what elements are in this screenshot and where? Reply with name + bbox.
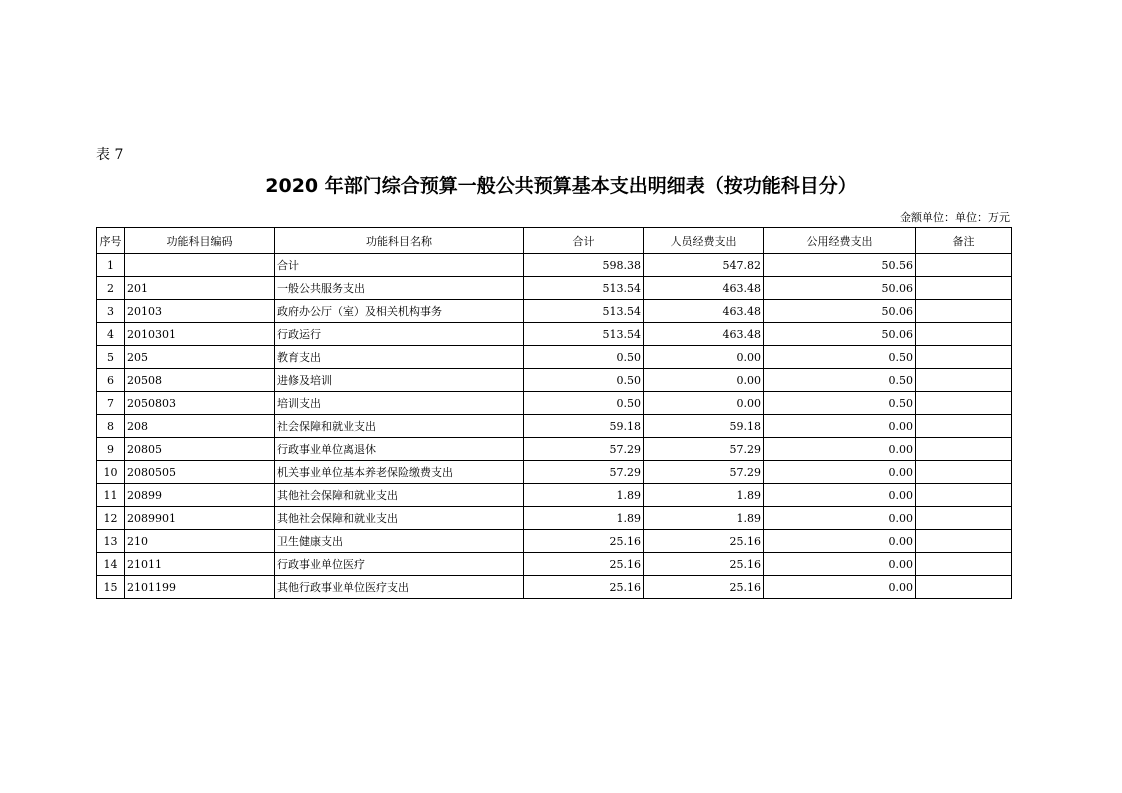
- cell-name: 卫生健康支出: [275, 530, 524, 553]
- cell-total: 1.89: [524, 507, 644, 530]
- cell-remark: [916, 484, 1012, 507]
- cell-code: 20508: [125, 369, 275, 392]
- cell-total: 57.29: [524, 438, 644, 461]
- cell-seq: 15: [97, 576, 125, 599]
- cell-total: 0.50: [524, 369, 644, 392]
- cell-public: 0.50: [764, 392, 916, 415]
- cell-public: 50.06: [764, 323, 916, 346]
- document-title: 2020 年部门综合预算一般公共预算基本支出明细表（按功能科目分）: [265, 175, 857, 197]
- cell-name: 行政运行: [275, 323, 524, 346]
- header-name: 功能科目名称: [275, 228, 524, 254]
- cell-personnel: 547.82: [644, 254, 764, 277]
- cell-name: 政府办公厅（室）及相关机构事务: [275, 300, 524, 323]
- cell-seq: 5: [97, 346, 125, 369]
- table-row: [97, 346, 1012, 369]
- table-row: [97, 392, 1012, 415]
- cell-personnel: 25.16: [644, 553, 764, 576]
- cell-code: 20103: [125, 300, 275, 323]
- cell-public: 0.50: [764, 346, 916, 369]
- cell-personnel: 1.89: [644, 507, 764, 530]
- cell-personnel: 0.00: [644, 369, 764, 392]
- table-number-label: 表 7: [96, 147, 124, 163]
- cell-seq: 13: [97, 530, 125, 553]
- cell-seq: 8: [97, 415, 125, 438]
- cell-name: 进修及培训: [275, 369, 524, 392]
- cell-code: 2080505: [125, 461, 275, 484]
- header-code: 功能科目编码: [125, 228, 275, 254]
- cell-personnel: 25.16: [644, 576, 764, 599]
- cell-total: 0.50: [524, 392, 644, 415]
- cell-seq: 2: [97, 277, 125, 300]
- cell-public: 0.00: [764, 438, 916, 461]
- cell-public: 50.56: [764, 254, 916, 277]
- table-row: [97, 553, 1012, 576]
- cell-remark: [916, 392, 1012, 415]
- table-row: [97, 576, 1012, 599]
- cell-personnel: 25.16: [644, 530, 764, 553]
- table-row: [97, 415, 1012, 438]
- header-seq: 序号: [97, 228, 125, 254]
- cell-seq: 11: [97, 484, 125, 507]
- cell-total: 25.16: [524, 553, 644, 576]
- cell-seq: 1: [97, 254, 125, 277]
- cell-code: 2010301: [125, 323, 275, 346]
- cell-total: 0.50: [524, 346, 644, 369]
- cell-seq: 4: [97, 323, 125, 346]
- cell-seq: 12: [97, 507, 125, 530]
- cell-total: 25.16: [524, 576, 644, 599]
- header-total: 合计: [524, 228, 644, 254]
- table-row: [97, 530, 1012, 553]
- cell-code: 2089901: [125, 507, 275, 530]
- table-row: [97, 461, 1012, 484]
- cell-code: 20805: [125, 438, 275, 461]
- table-row: [97, 277, 1012, 300]
- cell-name: 培训支出: [275, 392, 524, 415]
- cell-name: 合计: [275, 254, 524, 277]
- cell-name: 其他社会保障和就业支出: [275, 484, 524, 507]
- cell-public: 0.00: [764, 461, 916, 484]
- cell-public: 0.00: [764, 576, 916, 599]
- table-row: [97, 484, 1012, 507]
- cell-total: 513.54: [524, 300, 644, 323]
- cell-name: 一般公共服务支出: [275, 277, 524, 300]
- cell-remark: [916, 369, 1012, 392]
- cell-total: 59.18: [524, 415, 644, 438]
- cell-personnel: 1.89: [644, 484, 764, 507]
- cell-name: 社会保障和就业支出: [275, 415, 524, 438]
- table-row: [97, 300, 1012, 323]
- cell-total: 1.89: [524, 484, 644, 507]
- cell-personnel: 0.00: [644, 392, 764, 415]
- cell-remark: [916, 438, 1012, 461]
- table-row: [97, 438, 1012, 461]
- unit-note: 金额单位：单位：万元: [900, 211, 1010, 224]
- cell-public: 50.06: [764, 300, 916, 323]
- cell-code: 210: [125, 530, 275, 553]
- cell-seq: 7: [97, 392, 125, 415]
- cell-remark: [916, 461, 1012, 484]
- cell-remark: [916, 576, 1012, 599]
- table-row: [97, 507, 1012, 530]
- cell-remark: [916, 277, 1012, 300]
- cell-total: 513.54: [524, 277, 644, 300]
- cell-personnel: 463.48: [644, 300, 764, 323]
- cell-personnel: 463.48: [644, 323, 764, 346]
- cell-personnel: 463.48: [644, 277, 764, 300]
- cell-code: [125, 254, 275, 277]
- cell-remark: [916, 530, 1012, 553]
- cell-total: 25.16: [524, 530, 644, 553]
- cell-personnel: 57.29: [644, 461, 764, 484]
- cell-remark: [916, 300, 1012, 323]
- cell-remark: [916, 346, 1012, 369]
- cell-seq: 14: [97, 553, 125, 576]
- cell-personnel: 57.29: [644, 438, 764, 461]
- cell-name: 行政事业单位医疗: [275, 553, 524, 576]
- header-personnel: 人员经费支出: [644, 228, 764, 254]
- cell-code: 2050803: [125, 392, 275, 415]
- cell-public: 0.00: [764, 553, 916, 576]
- cell-total: 513.54: [524, 323, 644, 346]
- cell-public: 0.00: [764, 507, 916, 530]
- cell-code: 208: [125, 415, 275, 438]
- cell-code: 205: [125, 346, 275, 369]
- table-row: [97, 254, 1012, 277]
- table-row: [97, 369, 1012, 392]
- cell-code: 21011: [125, 553, 275, 576]
- cell-name: 其他行政事业单位医疗支出: [275, 576, 524, 599]
- cell-remark: [916, 507, 1012, 530]
- cell-total: 57.29: [524, 461, 644, 484]
- cell-name: 其他社会保障和就业支出: [275, 507, 524, 530]
- cell-public: 50.06: [764, 277, 916, 300]
- header-remark: 备注: [916, 228, 1012, 254]
- cell-personnel: 59.18: [644, 415, 764, 438]
- cell-code: 20899: [125, 484, 275, 507]
- cell-seq: 10: [97, 461, 125, 484]
- cell-total: 598.38: [524, 254, 644, 277]
- cell-code: 2101199: [125, 576, 275, 599]
- cell-seq: 6: [97, 369, 125, 392]
- cell-public: 0.00: [764, 484, 916, 507]
- cell-remark: [916, 254, 1012, 277]
- cell-remark: [916, 323, 1012, 346]
- cell-code: 201: [125, 277, 275, 300]
- budget-table: [96, 227, 1012, 599]
- cell-seq: 9: [97, 438, 125, 461]
- cell-public: 0.00: [764, 530, 916, 553]
- cell-public: 0.50: [764, 369, 916, 392]
- cell-seq: 3: [97, 300, 125, 323]
- table-body: [97, 254, 1012, 599]
- cell-remark: [916, 415, 1012, 438]
- table-header-row: [97, 228, 1012, 254]
- cell-name: 机关事业单位基本养老保险缴费支出: [275, 461, 524, 484]
- header-public: 公用经费支出: [764, 228, 916, 254]
- table-row: [97, 323, 1012, 346]
- cell-personnel: 0.00: [644, 346, 764, 369]
- cell-public: 0.00: [764, 415, 916, 438]
- cell-name: 教育支出: [275, 346, 524, 369]
- cell-remark: [916, 553, 1012, 576]
- cell-name: 行政事业单位离退休: [275, 438, 524, 461]
